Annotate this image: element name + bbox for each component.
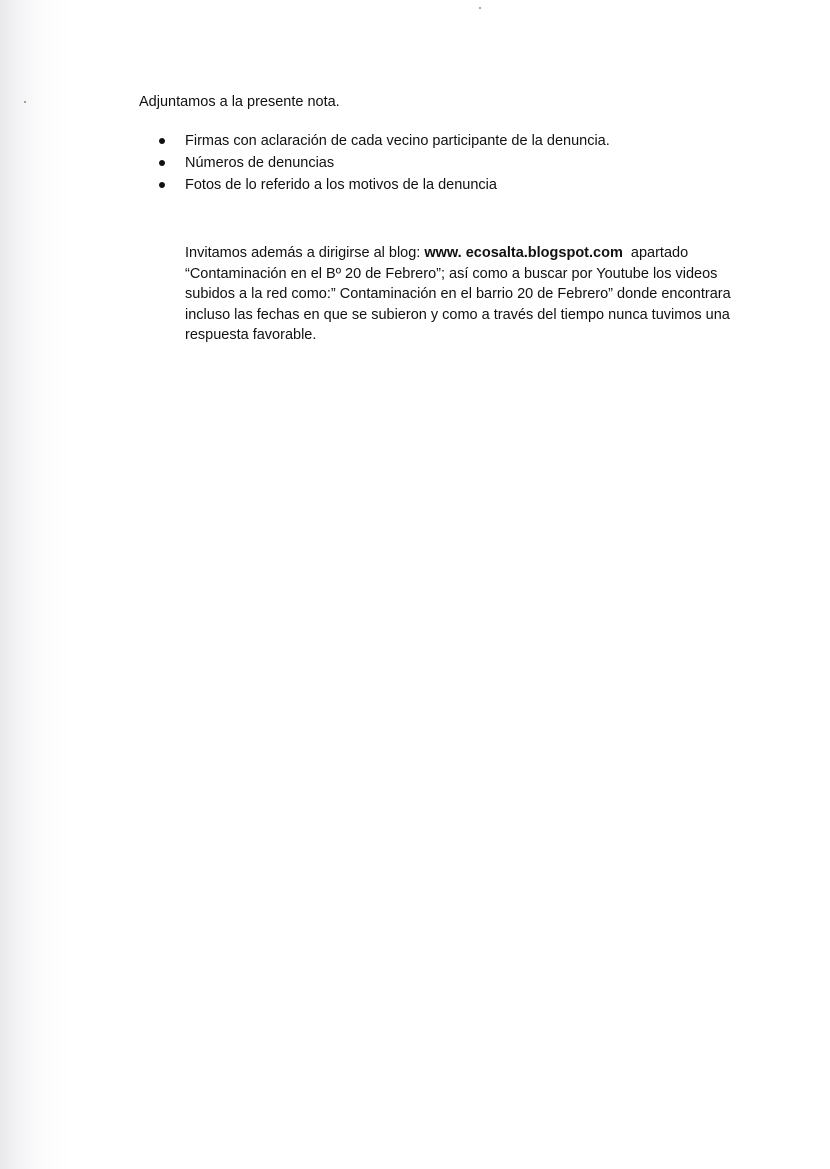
invitation-paragraph (185, 243, 745, 346)
paragraph-line (185, 243, 745, 264)
list-item-text: Números de denuncias (185, 155, 335, 171)
list-item (158, 130, 610, 152)
list-item (158, 152, 610, 174)
paragraph-line: incluso las fechas en que se subieron y como a través del tiempo nunca tuvimos una (185, 306, 730, 323)
bullet-icon (159, 160, 165, 166)
paragraph-line: “Contaminación en el Bº 20 de Febrero”; así como a buscar por Youtube los videos (185, 265, 718, 282)
list-item (158, 174, 610, 196)
list-item-text: Fotos de lo referido a los motivos de la denuncia (185, 177, 497, 193)
bullet-icon (159, 138, 165, 144)
paragraph-line: respuesta favorable. (185, 327, 317, 343)
attachments-list (158, 130, 610, 196)
scan-speck (479, 7, 481, 9)
blog-url: www. ecosalta.blogspot.com (424, 245, 623, 261)
paragraph-text: Invitamos además a dirigirse al blog: (185, 245, 425, 261)
paragraph-line: subidos a la red como:” Contaminación en el barrio 20 de Febrero” donde encontrara (185, 286, 731, 302)
bullet-icon (159, 182, 165, 188)
list-item-text: Firmas con aclaración de cada vecino participante de la denuncia. (185, 133, 610, 149)
intro-text: Adjuntamos a la presente nota. (139, 94, 340, 110)
scan-speck (24, 101, 26, 103)
paragraph-text: apartado (622, 245, 689, 261)
